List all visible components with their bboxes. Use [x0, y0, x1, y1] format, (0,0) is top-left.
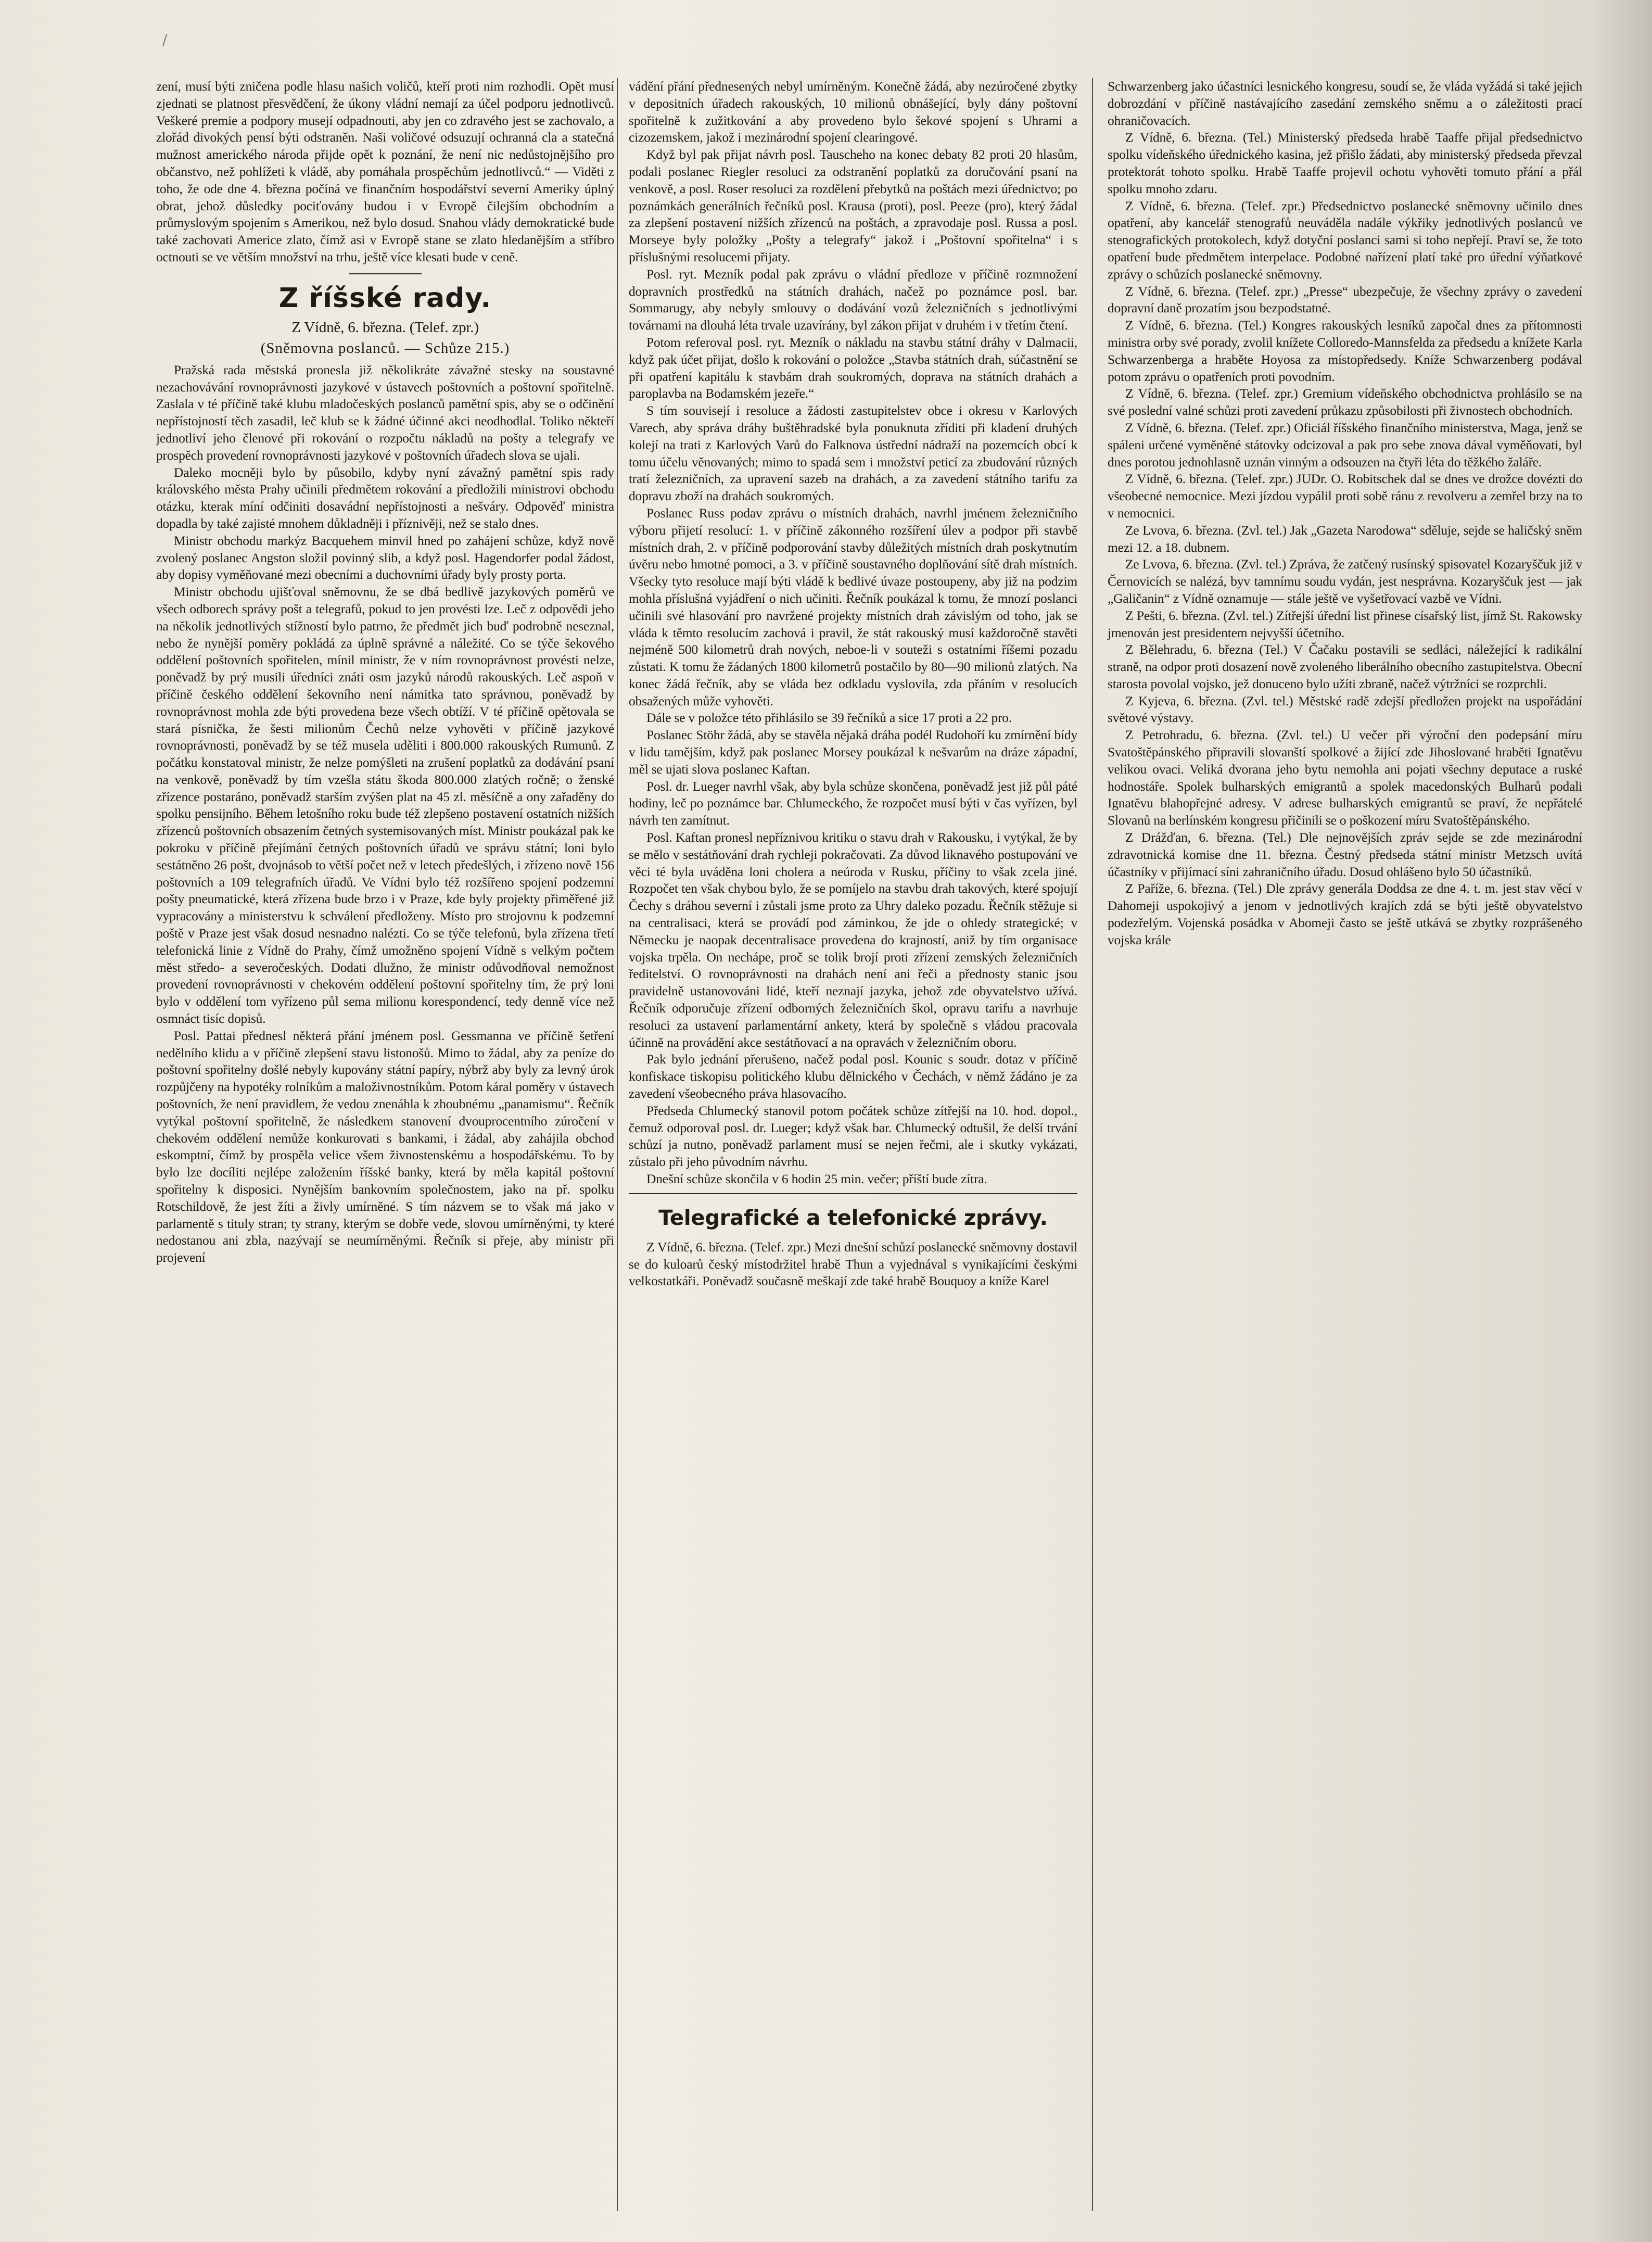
paragraph: vádění přání přednesených nebyl umírněným. Konečně žádá, aby nezúročené zbytky v depositních úřadech rakouských, 10 milionů obnášející, byly dány poštovní spořitelně k zužitkování a aby provedeno bylo šekové spojení s Uhrami a cizozemskem, jakož i mezinárodní spojení clearingové. — [629, 79, 1077, 145]
short-divider — [349, 273, 422, 274]
section-title: Z říšské rady. — [278, 282, 492, 314]
news-item: Z Vídně, 6. března. (Telef. zpr.) „Presse“ ubezpečuje, že všechny zprávy o zavedení dopravní daně prozatím jsou bezpodstatné. — [1108, 283, 1582, 316]
dateline: Z Vídně, 6. března. (Telef. zpr.) — [291, 319, 479, 336]
paragraph: Posl. dr. Lueger navrhl však, aby byla schůze skončena, poněvadž jest již půl páté hodiny, leč po poznámce bar. Chlumeckého, že rozpočet musí býti v čas vyřízen, byl návrh ten zamítnut. — [629, 778, 1077, 828]
news-item: Z Paříže, 6. března. (Tel.) Dle zprávy generála Doddsa ze dne 4. t. m. jest stav věcí v Dahomeji uspokojivý a jenom v jednotlivých krajích zdá se býti ještě obyvatelstvo podezřelým. Vojenská posádka v Abomeji často se ještě utkává se zbytky rozprášeného vojska krále — [1108, 881, 1582, 947]
paragraph: Schwarzenberg jako účastníci lesnického kongresu, soudí se, že vláda vyžádá si také jejich dobrozdání v příčině nastávajícího zasedání zemského sněmu a o záležitosti prací ohraničovacích. — [1108, 79, 1582, 128]
paragraph: Posl. ryt. Mezník podal pak zprávu o vládní předloze v příčině rozmnožení dopravních prostředků na státních drahách, načež po poznámce posl. bar. Sommarugy, aby nebyly smlouvy o dodávání vozů železničních s jednotlivými továrnami na dlouhá léta trvale uzavírány, byl zákon přijat v druhém i v třetím čtení. — [629, 266, 1077, 333]
intro-paragraph: zení, musí býti zničena podle hlasu našich voličů, kteří proti nim rozhodli. Opět musí zjednati se platnost přesvědčení, že úkony vládní nemají za účel podporu jednotlivců. Veškeré premie a podpory musejí odpadnouti, aby jen co zdravého jest se zachovalo, a zlořád divokých pensí býti odstraněn. Naši voličové odsuzují ochranná cla a statečná mužnost amerického národa přijde opět k poznání, že není nic nedůstojnějšího pro občanstvo, než pohlížeti k vládě, aby pomáhala prospěchům jednotlivců.“ — Viděti z toho, že ode dne 4. března počíná ve finančním hospodářství severní Ameriky úplný obrat, jehož důsledky pociťovány budou i v Evropě čilejším obchodním a průmyslovým spojením s Amerikou, než bylo dosud. Snahou vlády demokratické bude také zachovati Americe zlato, čímž asi v Evropě stane se zlato hledanějším a stříbro octnouti se ve větším množství na trhu, ještě více klesati bude v ceně. — [156, 79, 614, 264]
paragraph: Daleko mocněji bylo by působilo, kdyby nyní závažný pamětní spis rady královského města Prahy učinili předmětem rokování a předložili ministrovi obchodu otázku, kterak míní odčiniti dosavádní nepřístojnosti a nešváry. Odpověď ministra dopadla by také zajisté mnohem důkladněji i příznivěji, než se stalo dnes. — [156, 464, 614, 531]
paragraph: Když byl pak přijat návrh posl. Tauscheho na konec debaty 82 proti 20 hlasům, podali poslanec Riegler resoluci za odstranění poplatků za doručování psaní na venkově, a posl. Roser resoluci za rozdělení přebytků na poštách mezi úřednictvo; po poznámkách generálních řečníků posl. Krausa (proti), posl. Peeze (pro), který žádal za zlepšení postavení nižších zřízenců na poštách, a zpravodaje posl. Russa a posl. Morseye byly položky „Pošty a telegrafy“ jakož i „Poštovní spořitelna“ i s příslušnými resolucemi přijaty. — [629, 147, 1077, 264]
paragraph: Pražská rada městská pronesla již několikráte závažné stesky na soustavné nezachovávání rovnoprávnosti jazykové v ústavech poštovních a poštovní spořitelně. Zaslala v té příčině také klubu mladočeských poslanců pamětní spis, aby se o odčinění nepřístojností těch zasadil, leč klub se k žádné účinné akci neodhodlal. Toliko někteří jednotliví jeho členové při rokování o rozpočtu nákladů na pošty a telegrafy ve prospěch provedení rovnoprávnosti jazykové v poštovních úřadech slova se ujali. — [156, 362, 614, 463]
paragraph: Posl. Pattai přednesl některá přání jménem posl. Gessmanna ve příčině šetření nedělního klidu a v příčině zlepšení stavu listonošů. Mimo to žádal, aby za peníze do poštovní spořitelny došlé nebyly kupovány státní papíry, nýbrž aby byly za levný úrok rozpůjčeny na hypotéky rolníkům a maloživnostníkům. Potom káral poměry v ústavech poštovních, že není pravidlem, že vedou znenáhla k zhoubnému „panamismu“. Řečník vytýkal poštovní spořitelně, že následkem stanovení dvouprocentního zúročení v chekovém oddělení nemůže konkurovati s bankami, i žádal, aby zahájila obchod eskomptní, čímž by prospěla velice všem živnostenskému a hospodářskému. To by bylo lze docíliti nejlépe založením říšské banky, která by měla kapitál poštovní spořitelny k disposici. Nynějším bankovním společnostem, jako na př. spolku Rotschildově, že jest žíti a živly umírněné. S tím názvem se to však má jako v parlamentě s tituly stran; ty strany, kterým se dobře vede, slovou umírněnými, ty které nedostanou ani zbla, nazývají se neumírněnými. Řečník si přeje, aby ministr při projevení — [156, 1028, 614, 1265]
news-item: Z Kyjeva, 6. března. (Zvl. tel.) Městské radě zdejší předložen projekt na uspořádání světové výstavy. — [1108, 693, 1582, 726]
column-2 — [614, 78, 1088, 2206]
news-item: Z Vídně, 6. března. (Telef. zpr.) Gremium vídeňského obchodnictva prohlásilo se na své poslední valné schůzi proti zavedení průkazu způsobilosti při živnostech obchodních. — [1108, 386, 1582, 419]
paragraph: Posl. Kaftan pronesl nepříznivou kritiku o stavu drah v Rakousku, i vytýkal, že by se mělo v sestátňování drah rychleji pokračovati. Za důvod liknavého postupování ve věci té byla uváděna loni cholera a neúroda v Rusku, příčiny to však zcela jiné. Rozpočet ten však chybou bylo, že se pomíjelo na stavbu drah takových, které spojují Čechy s dráhou severní i zůstali jsme proto za Uhry daleko pozadu. Řečník stěžuje si na centralisaci, která se provádí pod záminkou, že jde o ohledy strategické; v Německu je naopak decentralisace provedena do krajností, aniž by tím organisace vojska trpěla. On nechápe, proč se tolik brojí proti zřízení zemských železničních ředitelství. O rovnoprávnosti na drahách není ani řeči a přednosty stanic jsou pravidelně ustanovováni lidé, kteří neznají jazyka, jehož zde obyvatelstvo užívá. Řečník odporučuje zřízení odborných železničních škol, opravu tarifu a navrhuje resoluci za ustavení parlamentární ankety, která by společně s vládou pracovala účinně na provádění akce sestátňovací a na opravách v železničním oboru. — [629, 830, 1077, 1050]
paragraph: Pak bylo jednání přerušeno, načež podal posl. Kounic s soudr. dotaz v příčině konfiskace tiskopisu politického klubu dělnického v Čechách, v němž žádáno je za zavedení všeobecného práva hlasovacího. — [629, 1052, 1077, 1101]
news-item: Z Pešti, 6. března. (Zvl. tel.) Zítřejší úřední list přinese císařský list, jímž St. Rakowsky jmenován jest presidentem nejvyšší účetního. — [1108, 607, 1582, 640]
paragraph: Ministr obchodu ujišťoval sněmovnu, že se dbá bedlivě jazykových poměrů ve všech odborech správy pošt a telegrafů, pokud to jen provésti lze. Leč z odpovědi jeho na několik jednotlivých stížností bylo patrno, že předmět jich buď podrobně neseznal, nebo že nynější poměry pokládá za úplně správné a náležité. Co se týče šekového oddělení poštovních spořitelen, mínil ministr, že v ním rovnoprávnost provésti nelze, poněvadž by prý musili úředníci znáti osm jazyků národů rakouských. Leč aspoň v příčině českého oddělení šekovního není námitka tato správnou, poněvadž by rovnoprávnost mohla zde býti provedena beze všech obtíží. V té příčině opětovala se stará písnička, že šesti milionům Čechů nelze vyhověti v příčině jazykové rovnoprávnosti, poněvadž by se též musela uděliti i 800.000 rakouských Rumunů. Z počátku konstatoval ministr, že nelze pomýšleti na zrušení poplatků za dodávání psaní na venkově, poněvadž by tím vzešla státu škoda 800.000 zlatých ročně; o ženské zřízence postaráno, poněvadž starším zvýšen plat na 45 zl. měsíčně a ony zařaděny do spolku pensijního. Během letošního roku bude též zlepšeno postavení ostatních nižších zřízenců poštovních obsazením četných systemisovaných míst. Ministr poukázal pak ke pokroku v příčině přejímání četných poštovních úřadů ve správu státní; loni bylo sestátněno 26 pošt, dvojnásob to větší počet než v letech předešlých, i zřízeno nově 156 poštovních a 109 telegrafních úřadů. Ve Vídni bylo též rozšířeno spojení podzemní pošty pneumatické, která zřízena bude brzo i v Praze, kde byly projekty přiměřené již vypracovány a ministerstvu k schválení předloženy. Místo pro strojovnu k podzemní poště v Praze jest však dosud nesnadno nalézti. Co se týče telefonů, byla zřízena třetí telefonická linie z Vídně do Prahy, čímž umožněno spojení Vídně s velkým počtem měst středo- a severočeských. Dodati dlužno, že ministr odůvodňoval nemožnost provedení rovnoprávnosti v chekovém oddělení poštovní spořitelny tím, že prý loni bylo v oddělení tom vyřízeno půl sema milionu korespondencí, tedy denně více než osmnáct tisíc dopisů. — [156, 584, 614, 1027]
paragraph: Předseda Chlumecký stanovil potom počátek schůze zítřejší na 10. hod. dopol., čemuž odporoval posl. dr. Lueger; když však bar. Chlumecký odtušil, že delší trvání schůzí ja nutno, poněvadž parlament musí se nejen řečmi, ale i skutky vykázati, zůstalo při jeho původním návrhu. — [629, 1103, 1077, 1170]
news-item: Ze Lvova, 6. března. (Zvl. tel.) Jak „Gazeta Narodowa“ sděluje, sejde se haličský sněm mezi 12. a 18. dubnem. — [1108, 522, 1582, 555]
paragraph: Z Vídně, 6. března. (Telef. zpr.) Mezi dnešní schůzí poslanecké sněmovny dostavil se do kuloarů český místodržitel hrabě Thun a vyjednával s vynikajícími českými velkostatkáři. Poněvadž současně meškají zde také hrabě Bouquoy a kníže Karel — [629, 1239, 1077, 1289]
page-edge-shadow — [1590, 0, 1652, 2242]
paragraph: Ministr obchodu markýz Bacquehem minvil hned po zahájení schůze, když nově zvolený poslanec Angston složil povinný slib, a když posl. Hagendorfer podal žádost, aby dopisy vyměňované mezi obecními a duchovními úřady byly prosty porta. — [156, 533, 614, 582]
news-item: Ze Lvova, 6. března. (Zvl. tel.) Zpráva, že zatčený rusínský spisovatel Kozaryščuk již v Černovicích se nalézá, byv tamnímu soudu vydán, jest nesprávna. Kozaryščuk jest — jak „Galičanin“ z Vídně oznamuje — stále ještě ve vyšetřovací vazbě ve Vídni. — [1108, 556, 1582, 606]
paragraph: Potom referoval posl. ryt. Mezník o nákladu na stavbu státní dráhy v Dalmacii, když pak účet přijat, došlo k rokování o položce „Stavba státních drah, súčastnění se při opatření kapitálu k stavbám drah soukromých, doprava na státních drahách a paroplavba na Bodamském jezeře.“ — [629, 334, 1077, 401]
paragraph: Dále se v položce této přihlásilo se 39 řečníků a sice 17 proti a 22 pro. — [646, 710, 1012, 726]
news-item: Z Vídně, 6. března. (Telef. zpr.) Oficiál říšského finančního ministerstva, Maga, jenž se spáleni určené vyměněné státovky odcizoval a pak pro sebe znova dával vyměňovati, byl dnes porotou jednohlasně uznán vinným a odsouzen na čtyři léta do těžkého žaláře. — [1108, 420, 1582, 470]
paragraph: S tím souvisejí i resoluce a žádosti zastupitelstev obce i okresu v Karlových Varech, aby správa dráhy buštěhradské byla ponuknuta zříditi při kladení druhých kolejí na trati z Karlových Varů do Falknova ústřední nádraží na pozemcích obcí k tomu účelu věnovaných; mimo to spadá sem i množství peticí za zbudování různých tratí železničních, za upravení sazeb na drahách, a za zavedení státního tarifu za dopravu zboží na drahách soukromých. — [629, 403, 1077, 504]
paragraph: Poslanec Stöhr žádá, aby se stavěla nějaká dráha podél Rudohoří ku zmírnění bídy v lidu tamějším, když pak poslanec Morsey poukázal k nešvarům na dráze západní, měl se ujati slova poslanec Kaftan. — [629, 727, 1077, 777]
news-item: Z Vídně, 6. března. (Tel.) Kongres rakouských lesníků započal dnes za přítomnosti ministra orby své porady, zvolil knížete Colloredo-Mannsfelda za předsedu a knížete Karla Schwarzenberga a hraběte Hoyosa za místopředsedy. Kníže Schwarzenberg podával potom zprávu o opatřeních proti povodním. — [1108, 318, 1582, 384]
news-item: Z Vídně, 6. března. (Telef. zpr.) JUDr. O. Robitschek dal se dnes ve drožce dovézti do všeobecné nemocnice. Mezi jízdou vypálil proti sobě ránu z revolveru a zemřel brzy na to v nemocnici. — [1108, 471, 1582, 521]
news-item: Z Petrohradu, 6. března. (Zvl. tel.) U večer při výroční den podepsání míru Svatoštěpánského připravili slovanští spolkové a žijící zde Jihoslované hraběti Ignatěvu velikou ovaci. Veliká dvorana jeho bytu nemohla ani pojati všechny deputace a ruské hodnostáře. Spolek bulharských emigrantů a spolek macedonských Bulharů podali Ignatěvu blahopřejné adresy. V adrese bulharských emigrantů se praví, že nepřátelé Slovanů na berlínském kongresu přičinili se o poškození míru Svatoštěpánského. — [1108, 727, 1582, 828]
paragraph: Poslanec Russ podav zprávu o místních drahách, navrhl jménem železničního výboru přijetí resolucí: 1. v příčině zákonného rozšíření úlev a podpor při stavbě místních drah, 2. v příčině podporování stavby důležitých místních drah poskytnutím úvěru nebo hmotné pomoci, a 3. v příčině soustavného doplňování sítě drah místních. Všecky tyto resoluce mají býti vládě k bedlivé úvaze postoupeny, aby již na podzim mohla příslušná vyjádření o nich učiniti. Řečník poukázal k tomu, že mnozí poslanci učinili své hlasování pro navržené projekty místních drah závislým od toho, jak se vláda k těmto resolucím zachová i pravil, že stát rakouský musí každoročně stavěti nejméně 500 kilometrů drah nových, neboe-li v souteži s ostatními říšemi pozadu zůstati. K tomu že žádaných 1800 kilometrů postačilo by 80—90 milionů zlatých. Na konec žádá řečník, aby se vláda bez odkladu vyslovila, zda přáním v resolucích obsažených může vyhověti. — [629, 505, 1077, 708]
telegraph-section-title: Telegrafické a telefonické zprávy. — [658, 1206, 1048, 1230]
paragraph: Dnešní schůze skončila v 6 hodin 25 min. večer; příští bude zítra. — [646, 1171, 987, 1186]
news-item: Z Vídně, 6. března. (Telef. zpr.) Předsednictvo poslanecké sněmovny učinilo dnes opatření, aby kancelář stenografů neuváděla nadále výkřiky jednotlivých poslanců ve stenografických protokolech, když dotyční poslanci sami si toho nepřejí. Praví se, že toto opatření bude předmětem interpelace. Podobné nařízení platí také pro úřední výňatkové zprávy o schůzích poslanecké sněmovny. — [1108, 198, 1582, 282]
corner-mark-icon: / — [162, 31, 168, 48]
news-item: Z Vídně, 6. března. (Tel.) Ministerský předseda hrabě Taaffe přijal předsednictvo spolku vídeňského úřednického kasina, jež přišlo žádati, aby ministerský předseda převzal protektorát tohoto spolku. Hrabě Taaffe projevil ochotu vyhověti tomuto přání a přál spolku mnoho zdaru. — [1108, 130, 1582, 196]
column-3 — [1093, 78, 1582, 2206]
session-line: (Sněmovna poslanců. — Schůze 215.) — [260, 339, 510, 357]
news-item: Z Drážďan, 6. března. (Tel.) Dle nejnovějších zpráv sejde se zde mezinárodní zdravotnická komise dne 11. března. Čestný předseda státní ministr Metzsch uvítá účastníky v přijímací síni zahraničního úřadu. Dosud ohlášeno bylo 50 účastníků. — [1108, 830, 1582, 879]
column-1 — [156, 78, 614, 2206]
news-item: Z Bělehradu, 6. března (Tel.) V Čačaku postavili se sedláci, náležející k radikální straně, na odpor proti dosazení nově zvoleného liberálního obecního zastupitelstva. Obecní starosta povolal vojsko, jež donuceno bylo užíti zbraně, načež výtržníci se rozprchli. — [1108, 642, 1582, 691]
section-divider — [629, 1193, 1077, 1194]
